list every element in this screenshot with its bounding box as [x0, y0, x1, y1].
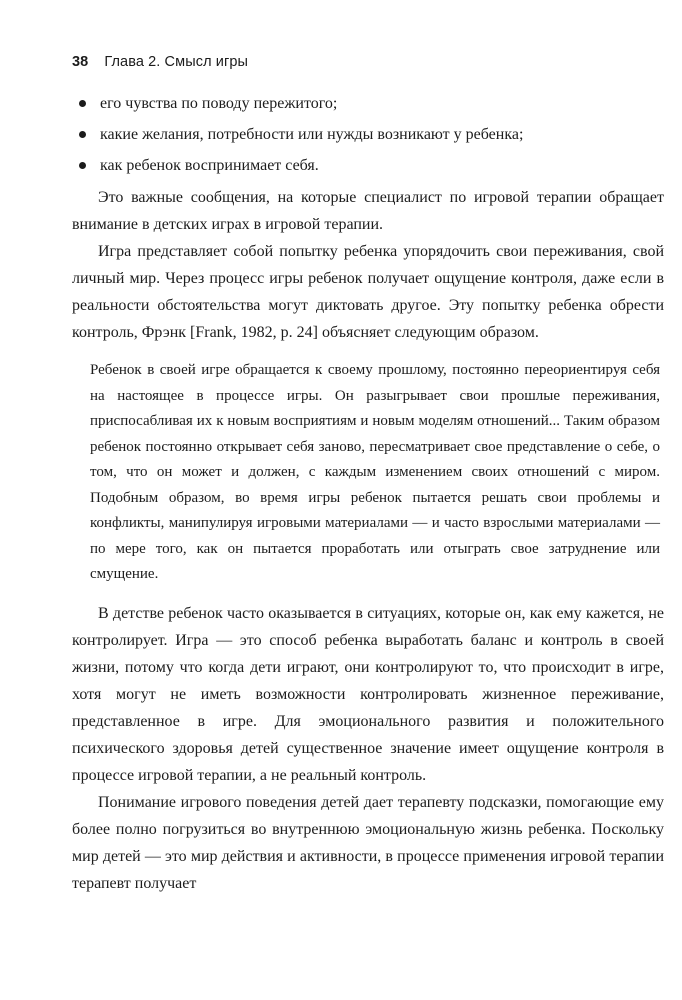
running-head — [72, 52, 664, 74]
block-quote: Ребенок в своей игре обращается к своему прошлому, постоянно переориентируя себя на настоящее в процессе игры. Он разыгрывает свои прошлые переживания, приспосабливая их к новым восприятиям и новым моделям отношений... Таким образом ребенок постоянно открывает себя заново, пересматривает свое представление о себе, о том, что он может и должен, с каждым изменением своих отношений с миром. Подобным образом, во время игры ребенок пытается решать свои проблемы и конфликты, манипулируя игровыми материалами — и часто взрослыми материалами — по мере того, как он пытается проработать или отыграть свое затруднение или смущение. — [90, 362, 660, 582]
list-item — [72, 150, 664, 181]
chapter-title: Глава 2. Смысл игры — [104, 54, 249, 70]
paragraph: Игра представляет собой попытку ребенка упорядочить свои переживания, свой личный мир. Через процесс игры ребенок получает ощущение контроля, даже если в реальности обстоятельства могут диктовать другое. Эту попытку ребенка обрести контроль, Фрэнк [Frank, 1982, p. 24] объясняет следующим образом. — [72, 243, 664, 341]
list-item — [72, 119, 664, 150]
page-number: 38 — [72, 54, 89, 70]
list-item-text: какие желания, потребности или нужды возникают у ребенка; — [100, 126, 524, 143]
list-item-text: его чувства по поводу пережитого; — [100, 95, 338, 112]
bullet-list — [72, 88, 664, 181]
paragraph: Понимание игрового поведения детей дает терапевту подсказки, помогающие ему более полно погрузиться во внутреннюю эмоциональную жизнь ребенка. Поскольку мир детей — это мир действия и активности, в процессе применения игровой терапии терапевт получает — [72, 793, 664, 892]
bullet-icon — [79, 162, 86, 169]
bullet-icon — [79, 131, 86, 138]
book-page — [72, 52, 664, 897]
paragraph: В детстве ребенок часто оказывается в ситуациях, которые он, как ему кажется, не контролирует. Игра — это способ ребенка выработать баланс и контроль в своей жизни, потому что когда дети играют, они контролируют то, что происходит в игре, хотя могут не иметь возможности контролировать жизненное переживание, представленное в игре. Для эмоционального развития и положительного психического здоровья детей существенное значение имеет ощущение контроля в процессе игровой терапии, а не реальный контроль. — [72, 604, 664, 784]
list-item — [72, 88, 664, 119]
paragraph: Это важные сообщения, на которые специалист по игровой терапии обращает внимание в детских играх в игровой терапии. — [72, 189, 664, 233]
list-item-text: как ребенок воспринимает себя. — [100, 157, 319, 174]
bullet-icon — [79, 100, 86, 107]
